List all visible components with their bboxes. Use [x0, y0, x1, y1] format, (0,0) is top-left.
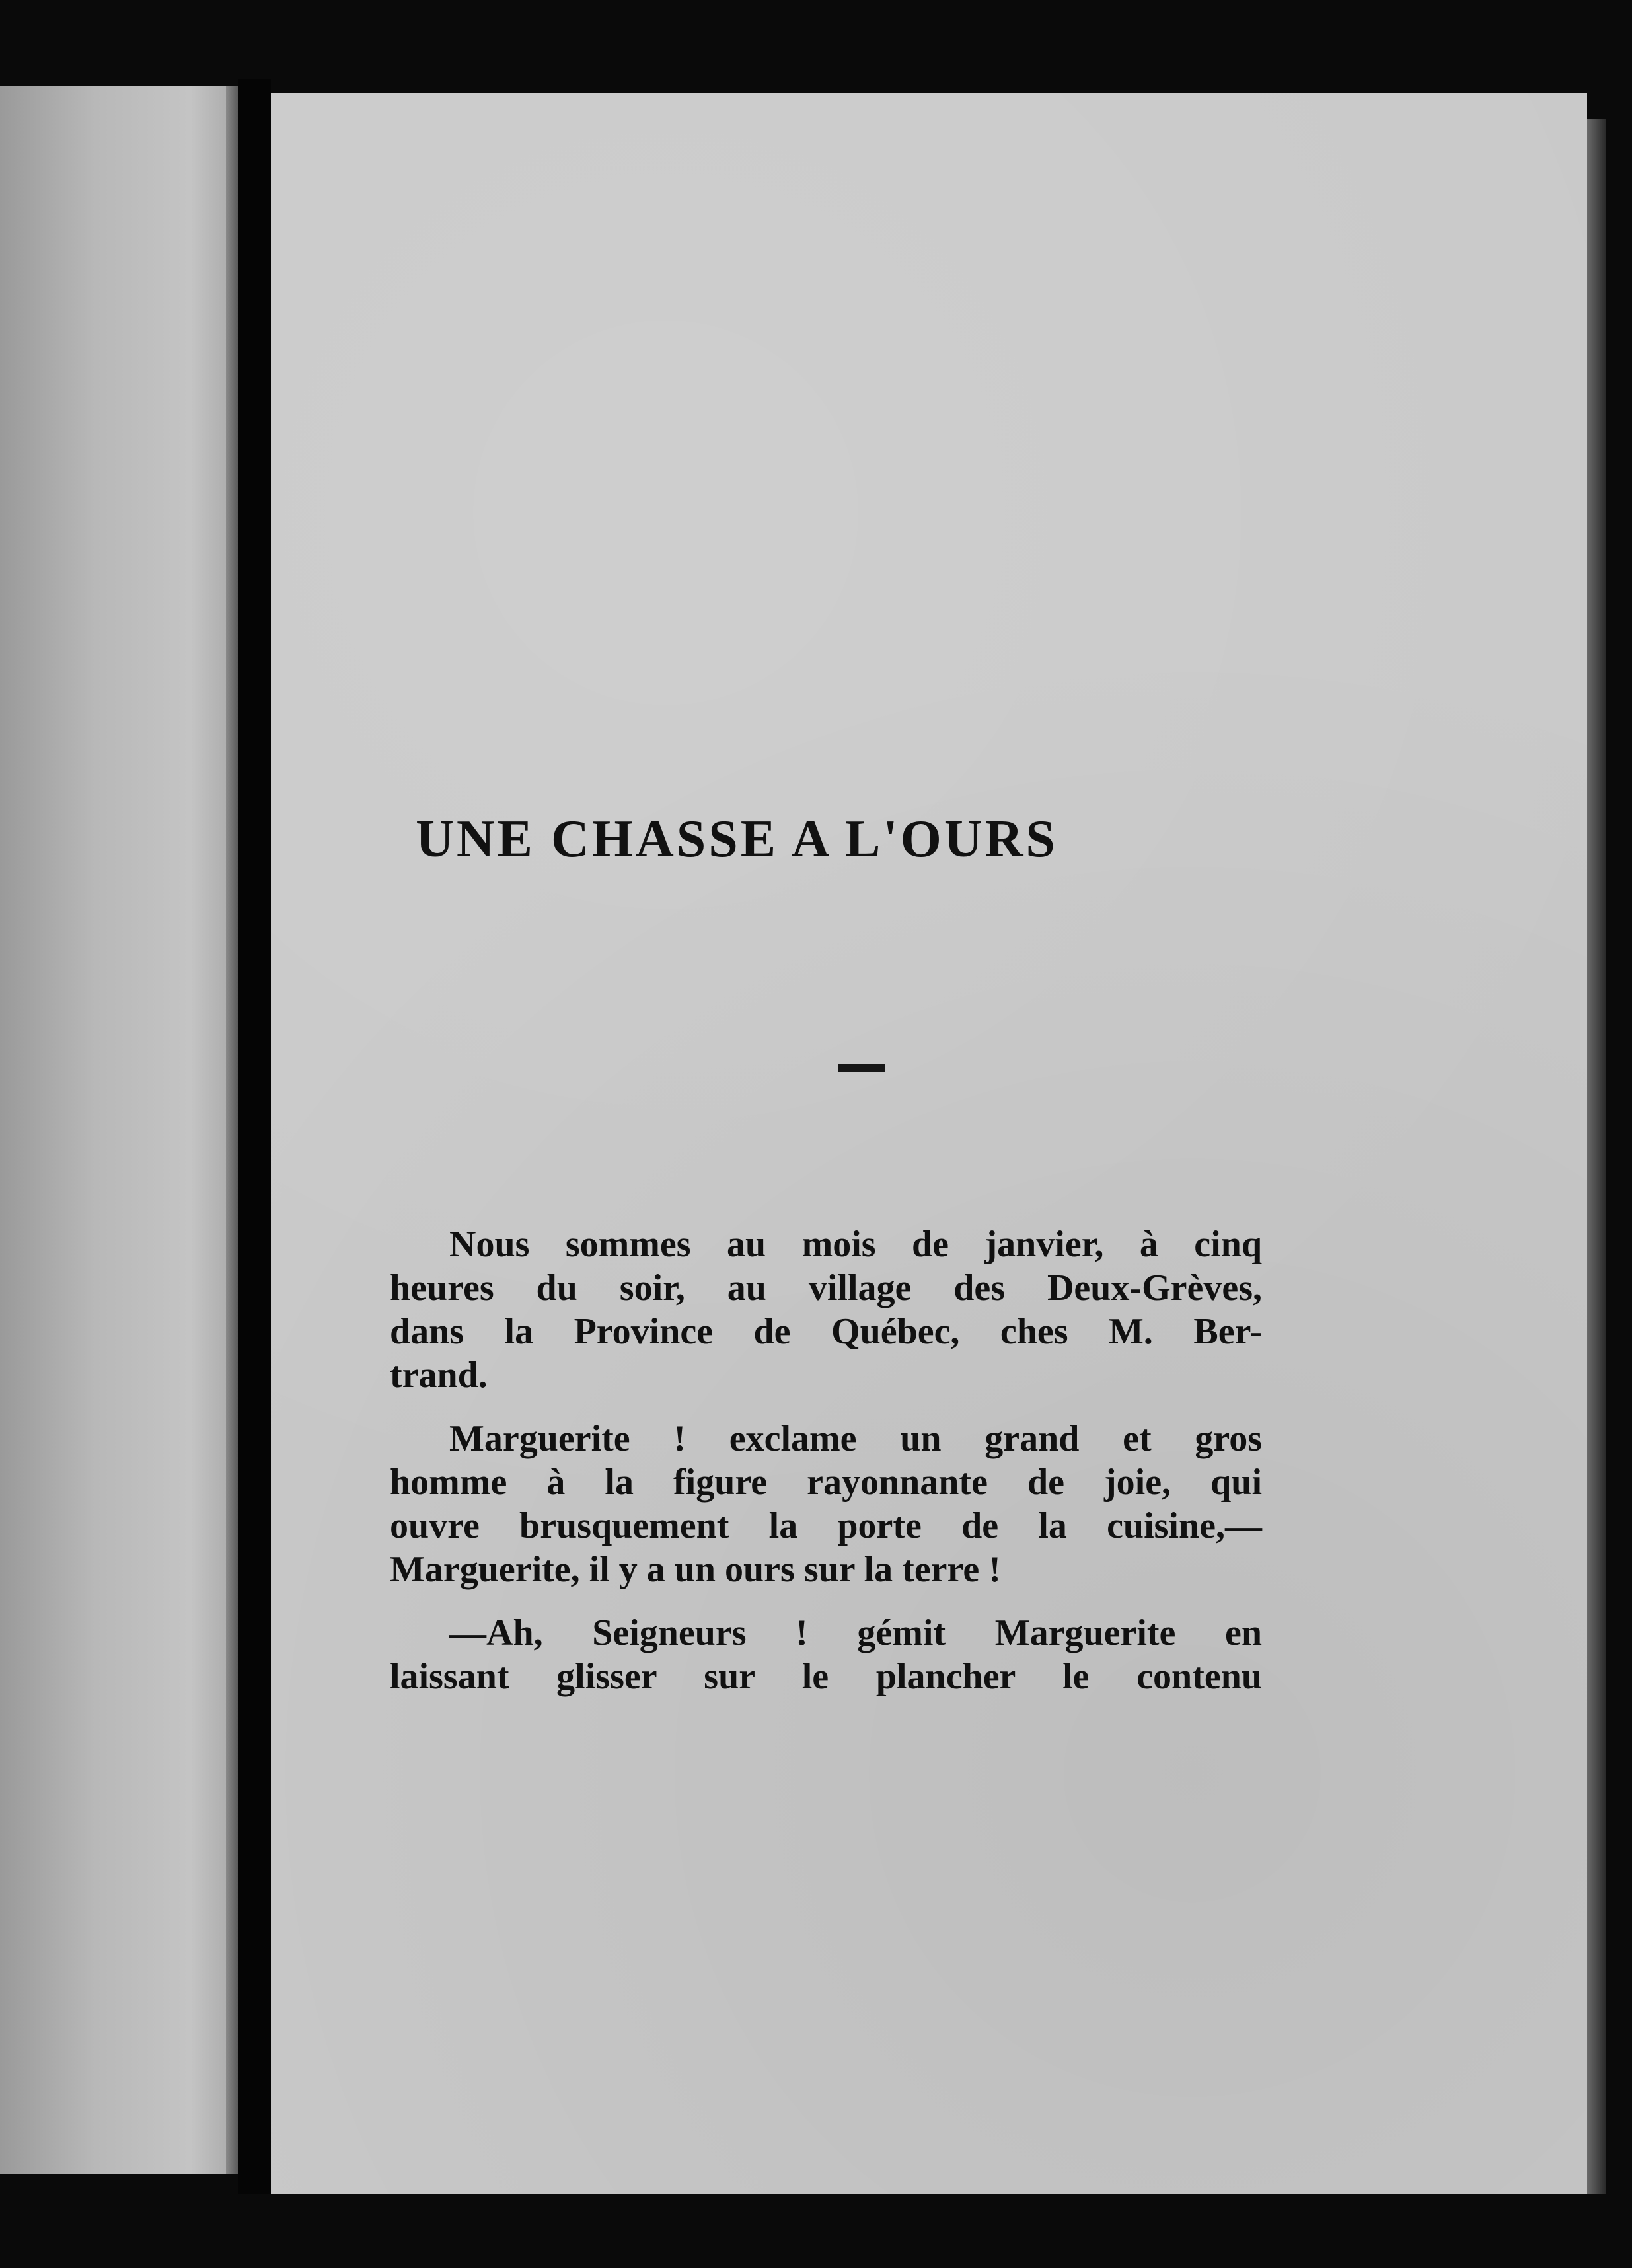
page-edge-shadow [1587, 119, 1606, 2194]
text-line: trand. [390, 1355, 488, 1396]
book-gutter [238, 79, 271, 2194]
body-text [390, 1223, 1262, 1718]
text-line: homme à la figure rayonnante de joie, qui [390, 1462, 1262, 1503]
title-separator [838, 1064, 885, 1072]
text-line: —Ah, Seigneurs ! gémit Marguerite en [449, 1612, 1262, 1653]
paragraph [390, 1611, 1262, 1698]
paragraph [390, 1223, 1262, 1397]
previous-page-edge [0, 86, 238, 2174]
text-line: laissant glisser sur le plancher le contenu [390, 1656, 1262, 1697]
paragraph [390, 1417, 1262, 1591]
text-line: Marguerite ! exclame un grand et gros [449, 1418, 1262, 1459]
text-line: heures du soir, au village des Deux-Grèves, [390, 1267, 1262, 1308]
text-line: Nous sommes au mois de janvier, à cinq [449, 1224, 1262, 1265]
chapter-title: UNE CHASSE A L'OURS [416, 810, 1058, 868]
text-line: ouvre brusquement la porte de la cuisine,— [390, 1505, 1262, 1546]
book-page [271, 93, 1587, 2194]
text-line: Marguerite, il y a un ours sur la terre ! [390, 1549, 1001, 1590]
text-line: dans la Province de Québec, ches M. Ber- [390, 1311, 1262, 1352]
